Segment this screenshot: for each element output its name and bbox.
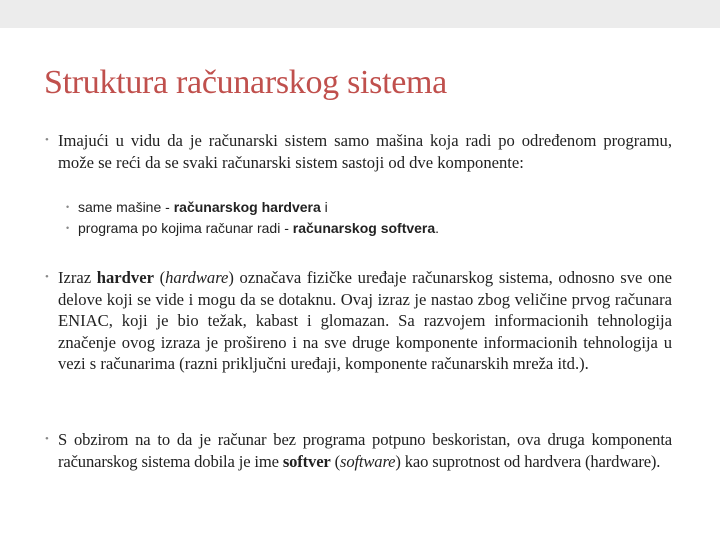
term-software: software xyxy=(340,451,396,471)
sub-item-text: programa po kojima računar radi - xyxy=(78,220,293,236)
bullet-3-text xyxy=(58,429,672,472)
bullet-dot-icon: • xyxy=(66,223,70,233)
bullet-2-text-part: ( xyxy=(153,268,166,287)
bullet-1-text: Imajući u vidu da je računarski sistem samo mašina koja radi po određenom programu, može se reći da se svaki računarski sistem sastoji od dve komponente: xyxy=(58,131,672,172)
bullet-3-text-part: ) kao suprotnost od hardvera (hardware). xyxy=(395,451,661,471)
bullet-1 xyxy=(45,130,672,173)
bullet-2-text xyxy=(58,267,672,375)
term-hardver: hardver xyxy=(96,268,154,287)
slide-title: Struktura računarskog sistema xyxy=(44,64,447,101)
bullet-dot-icon: • xyxy=(45,134,49,146)
term-hardware: hardware xyxy=(165,268,229,287)
bullet-dot-icon: • xyxy=(45,433,49,445)
bullet-2-text-part: ) označava fizičke uređaje računarskog sistema, odnosno sve one delove koji se vide i mogu da se dotaknu. Ovaj izraz je nastao zbog veličine prvog računara ENIAC, koji je bio težak, kabast i glomazan. Sa razvojem informacionih tehnologija značenje ovog izraza je prošireno i na sve druge komponente informacionih tehnologija u vezi s računarima (razni priključni uređaji, komponente računarskih mreža itd.). xyxy=(58,268,672,374)
bullet-2 xyxy=(45,267,672,375)
bullet-3 xyxy=(45,429,672,472)
bullet-3-text-part: S obzirom na to da je računar bez programa potpuno beskoristan, ova druga komponenta računarskog sistema dobila je ime xyxy=(58,430,672,471)
sub-item-text: i xyxy=(320,199,328,215)
sub-item-hardware xyxy=(66,197,638,218)
term-softver: softver xyxy=(282,451,331,471)
sub-item-bold: računarskog hardvera xyxy=(173,199,321,215)
sub-item-bold: računarskog softvera xyxy=(292,220,436,236)
sub-item-text: same mašine - xyxy=(78,199,174,215)
bullet-2-text-part: Izraz xyxy=(58,268,97,287)
bullet-dot-icon: • xyxy=(45,271,49,283)
bullet-3-text-part: ( xyxy=(330,451,341,471)
bullet-1-sublist xyxy=(66,197,638,239)
bullet-dot-icon: • xyxy=(66,202,70,212)
sub-item-text: . xyxy=(435,220,440,236)
sub-item-software xyxy=(66,218,638,239)
